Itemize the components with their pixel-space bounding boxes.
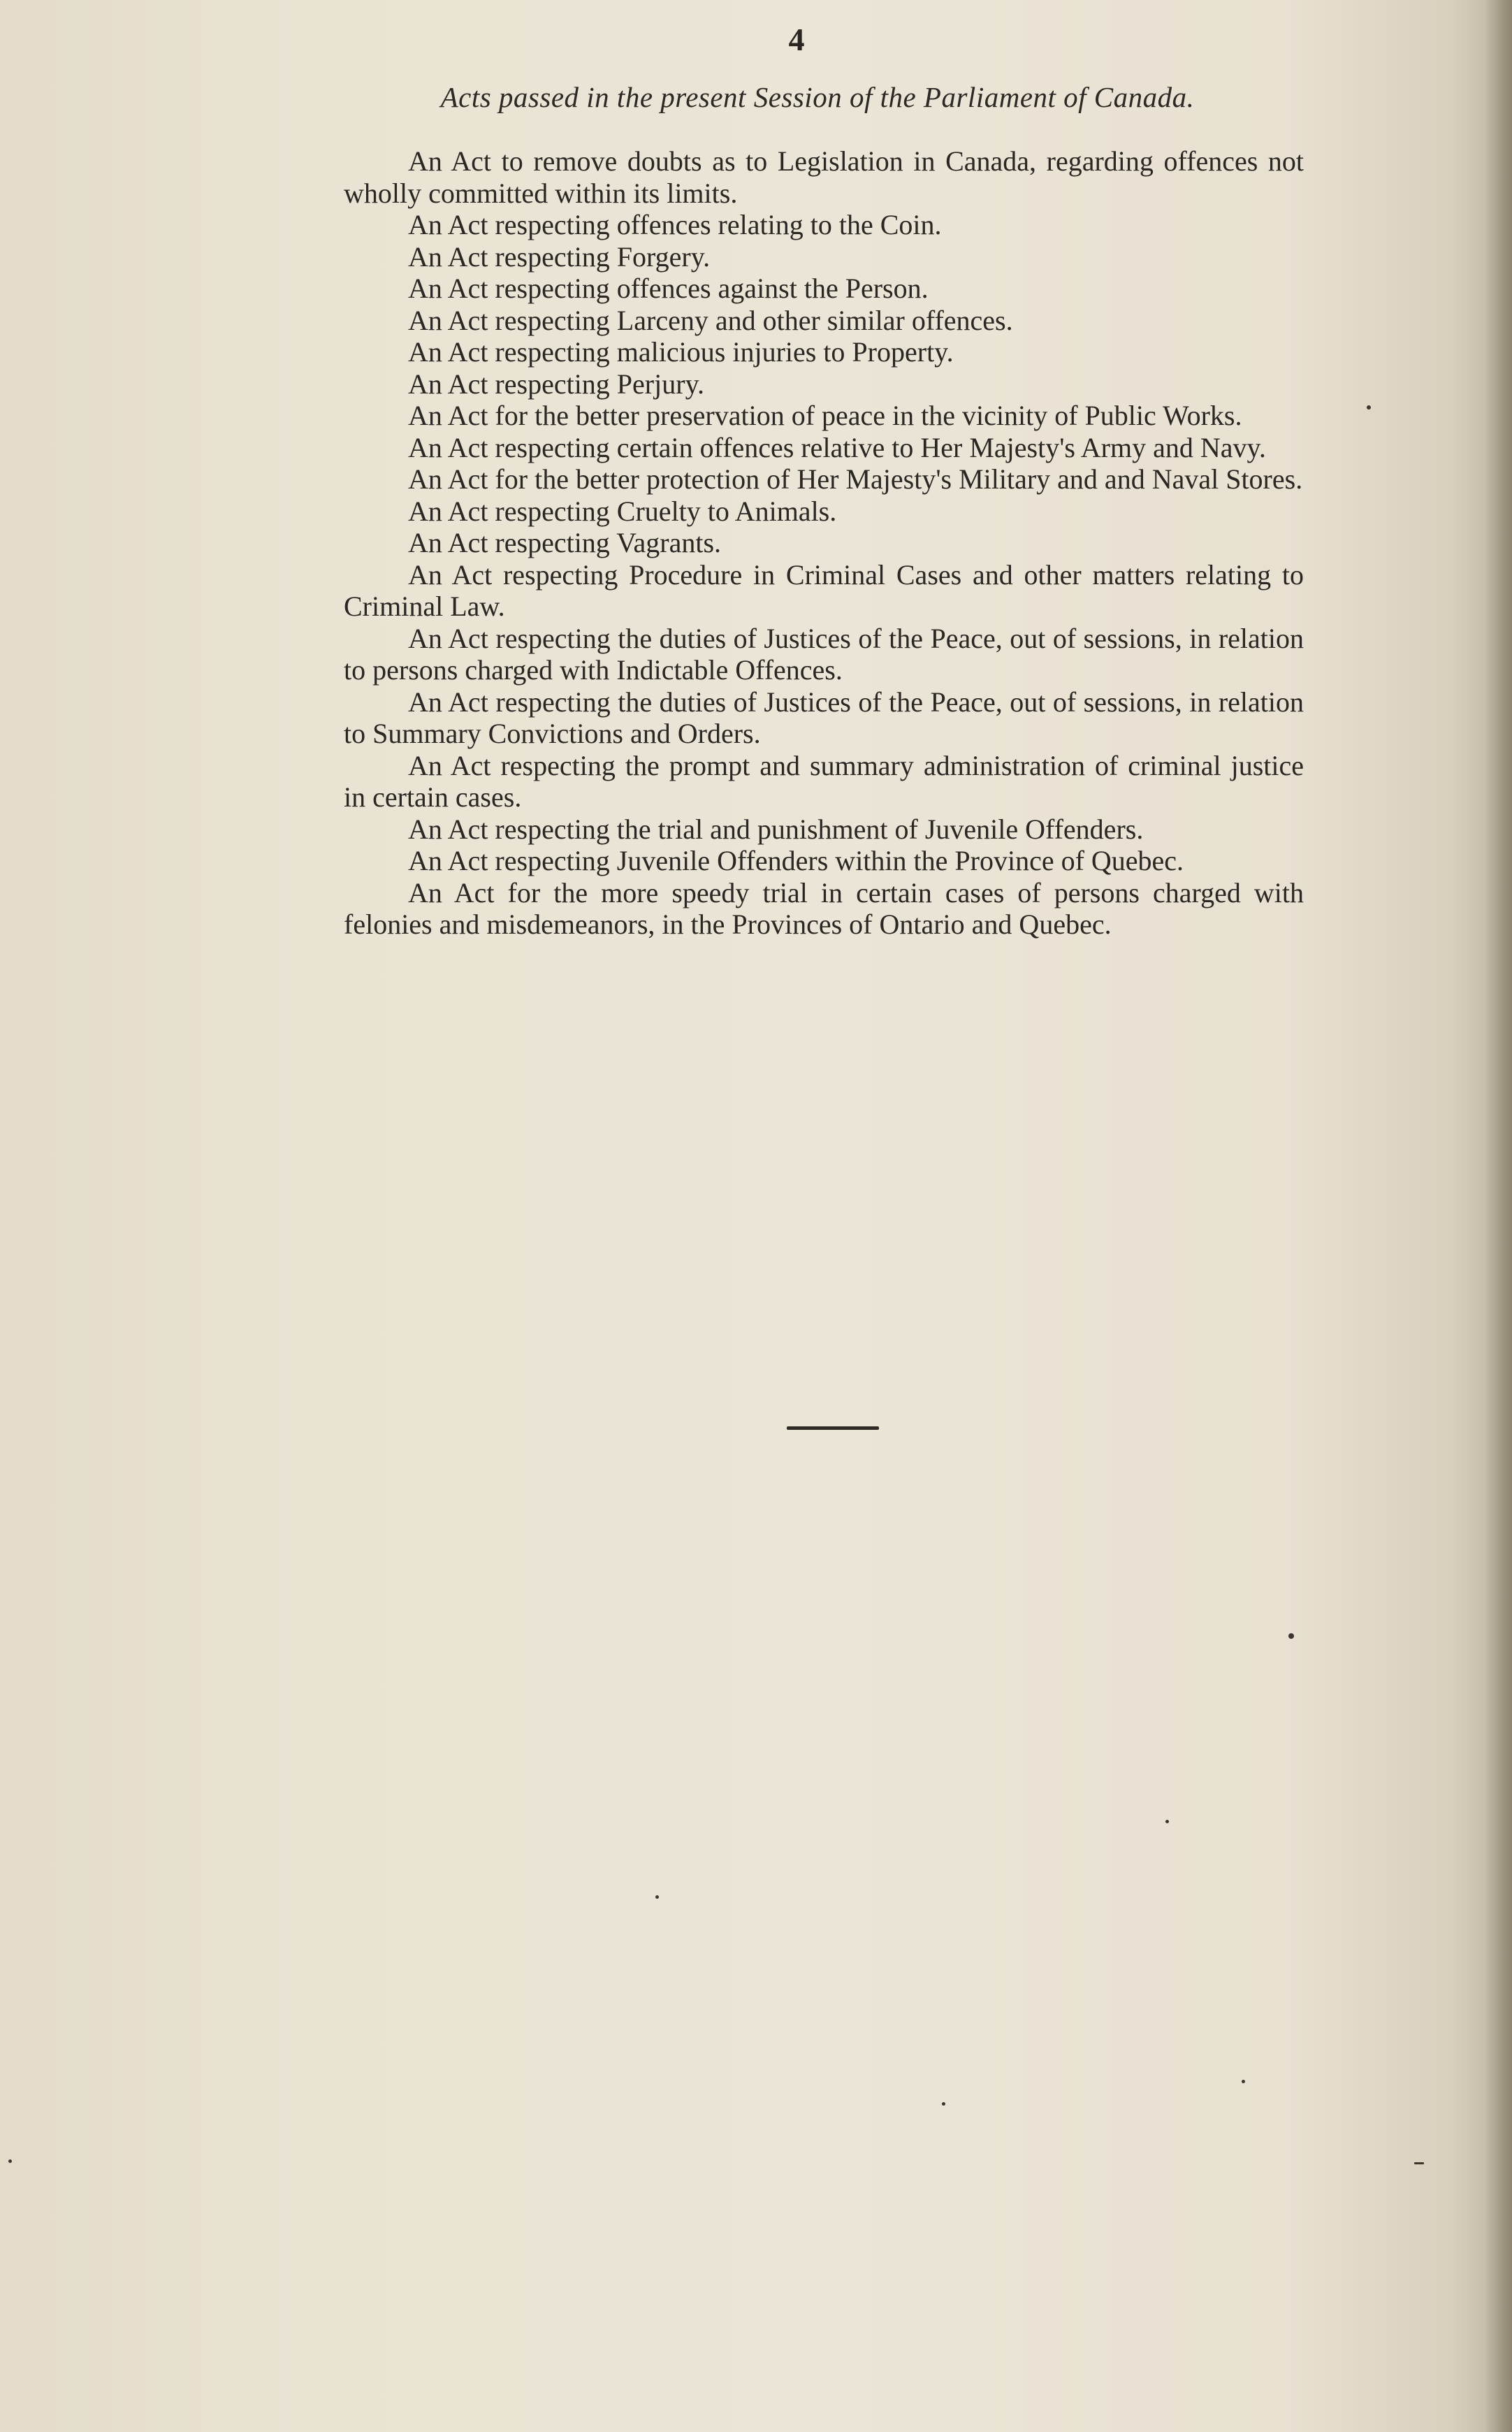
- act-entry: An Act respecting Cruelty to Animals.: [408, 495, 837, 527]
- end-rule: [787, 1426, 879, 1430]
- act-entry: An Act for the better protection of Her Majesty's Military and and Naval Stores.: [408, 463, 1303, 495]
- act-entry: An Act respecting the trial and punishment of Juvenile Offenders.: [408, 813, 1144, 845]
- act-entry: An Act respecting Juvenile Offenders within the Province of Quebec.: [408, 845, 1184, 876]
- act-entry: An Act respecting Forgery.: [408, 240, 711, 273]
- act-entry: An Act respecting offences against the Person.: [408, 273, 929, 304]
- paper-speck: [1165, 1820, 1169, 1823]
- act-entry: An Act respecting the prompt and summary administration of criminal justice in certain cases.: [344, 749, 1304, 813]
- running-head: Acts passed in the present Session of the Parliament of Canada.: [440, 81, 1195, 113]
- act-list: [344, 145, 1304, 941]
- act-entry: An Act to remove doubts as to Legislation in Canada, regarding offences not wholly committed within its limits.: [344, 145, 1304, 209]
- act-entry: An Act respecting Procedure in Criminal Cases and other matters relating to Criminal Law.: [344, 558, 1304, 622]
- act-entry: An Act for the more speedy trial in certain cases of persons charged with felonies and misdemeanors, in the Provinces of Ontario and Quebec.: [344, 876, 1304, 940]
- act-entry: An Act respecting Larceny and other similar offences.: [408, 304, 1013, 336]
- act-entry: An Act respecting offences relating to the Coin.: [408, 209, 942, 240]
- paper-speck: [1242, 2080, 1245, 2083]
- paper-speck: [1288, 1633, 1294, 1639]
- paper-speck: [1414, 2162, 1424, 2164]
- paper-speck: [655, 1895, 659, 1899]
- act-entry: An Act respecting certain offences relative to Her Majesty's Army and Navy.: [408, 431, 1266, 463]
- page-number: 4: [788, 22, 805, 57]
- act-entry: An Act for the better preservation of peace in the vicinity of Public Works.: [408, 400, 1242, 431]
- paper-speck: [1367, 405, 1371, 410]
- paper-speck: [942, 2102, 945, 2106]
- act-entry: An Act respecting the duties of Justices of the Peace, out of sessions, in relation to persons charged with Indictable Offences.: [344, 622, 1304, 686]
- paper-speck: [8, 2159, 12, 2163]
- act-entry: An Act respecting Vagrants.: [408, 527, 722, 558]
- binding-shadow: [1484, 0, 1512, 2432]
- act-entry: An Act respecting malicious injuries to Property.: [408, 336, 954, 368]
- act-entry: An Act respecting Perjury.: [408, 368, 704, 400]
- act-entry: An Act respecting the duties of Justices of the Peace, out of sessions, in relation to Summary Convictions and Orders.: [344, 686, 1304, 749]
